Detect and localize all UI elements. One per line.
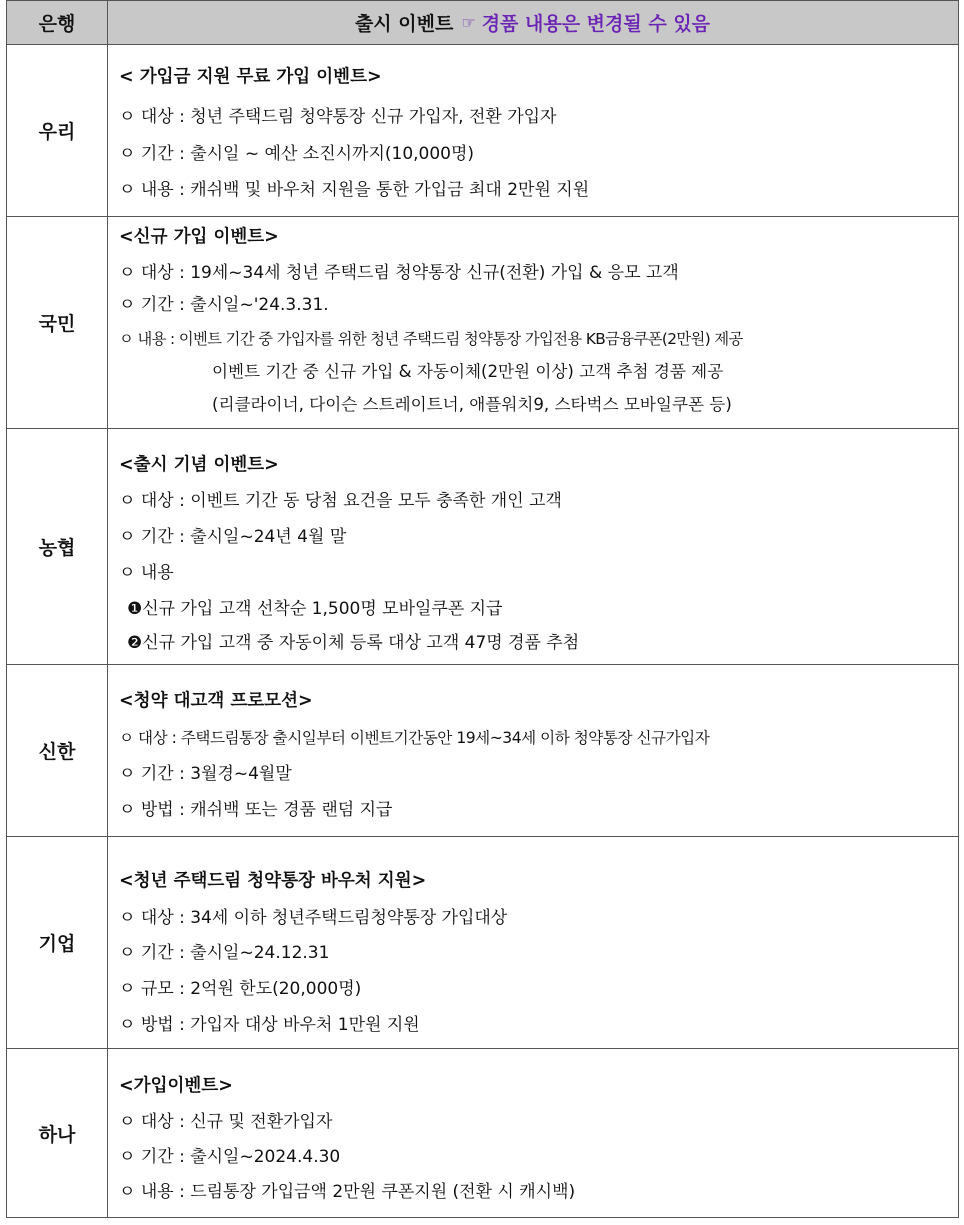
- event-line: ㅇ 기간 : 출시일~2024.4.30: [119, 1147, 341, 1167]
- event-line: ㅇ 기간 : 출시일~24.12.31: [119, 943, 330, 963]
- event-line: ㅇ 규모 : 2억원 한도(20,000명): [119, 979, 362, 999]
- bank-name: 기업: [38, 933, 76, 955]
- event-line: ㅇ 대상 : 주택드림통장 출시일부터 이벤트기간동안 19세~34세 이하 청약통장 신규가입자: [119, 729, 710, 747]
- event-line: ㅇ 방법 : 가입자 대상 바우처 1만원 지원: [119, 1015, 420, 1035]
- bank-name: 농협: [38, 537, 76, 559]
- event-line: ㅇ 방법 : 캐쉬백 또는 경품 랜덤 지급: [119, 800, 393, 820]
- event-table: [6, 0, 959, 1218]
- event-title: <청약 대고객 프로모션>: [119, 691, 313, 711]
- event-line: ㅇ 내용 : 드림통장 가입금액 2만원 쿠폰지원 (전환 시 캐시백): [119, 1182, 576, 1202]
- event-title: <신규 가입 이벤트>: [119, 227, 279, 247]
- event-line: ❷신규 가입 고객 중 자동이체 등록 대상 고객 47명 경품 추첨: [127, 633, 580, 653]
- event-line: ㅇ 대상 : 34세 이하 청년주택드림청약통장 가입대상: [119, 908, 508, 928]
- table-row: [7, 665, 958, 837]
- table-row: [7, 837, 958, 1049]
- event-line: ㅇ 내용: [119, 563, 174, 583]
- event-line: ㅇ 기간 : 출시일 ~ 예산 소진시까지(10,000명): [119, 144, 475, 164]
- event-line: ㅇ 대상 : 신규 및 전환가입자: [119, 1112, 333, 1132]
- header-event-label: 출시 이벤트: [354, 13, 454, 35]
- bank-name: 국민: [38, 313, 76, 335]
- header-bank: 은행: [38, 13, 76, 35]
- event-line: ㅇ 내용 : 이벤트 기간 중 가입자를 위한 청년 주택드림 청약통장 가입전용 KB금융쿠폰(2만원) 제공: [119, 330, 743, 348]
- event-title: <청년 주택드림 청약통장 바우처 지원>: [119, 871, 427, 891]
- table-row: [7, 45, 958, 217]
- event-line: ㅇ 대상 : 청년 주택드림 청약통장 신규 가입자, 전환 가입자: [119, 107, 557, 127]
- event-title: <출시 기념 이벤트>: [119, 455, 279, 475]
- event-line: ㅇ 기간 : 3월경~4월말: [119, 764, 292, 784]
- table-row: [7, 1049, 958, 1217]
- event-line: (리클라이너, 다이슨 스트레이트너, 애플워치9, 스타벅스 모바일쿠폰 등): [212, 395, 732, 414]
- table-row: [7, 429, 958, 665]
- table-header: [7, 1, 958, 45]
- event-line: 이벤트 기간 중 신규 가입 & 자동이체(2만원 이상) 고객 추첨 경품 제공: [212, 362, 724, 381]
- event-title: < 가입금 지원 무료 가입 이벤트>: [119, 67, 382, 87]
- event-line: ❶신규 가입 고객 선착순 1,500명 모바일쿠폰 지급: [127, 599, 503, 619]
- header-event: [107, 1, 958, 44]
- bank-name: 신한: [38, 741, 76, 763]
- table-row: [7, 217, 958, 429]
- event-line: ㅇ 대상 : 이벤트 기간 동 당첨 요건을 모두 충족한 개인 고객: [119, 491, 562, 511]
- bank-name: 하나: [38, 1123, 76, 1146]
- bank-name: 우리: [38, 121, 76, 143]
- header-note: 경품 내용은 변경될 수 있음: [481, 13, 711, 35]
- event-title: <가입이벤트>: [119, 1076, 233, 1096]
- event-line: ㅇ 기간 : 출시일~24년 4월 말: [119, 527, 347, 547]
- pointing-hand-icon: ☞: [461, 13, 476, 32]
- event-line: ㅇ 내용 : 캐쉬백 및 바우처 지원을 통한 가입금 최대 2만원 지원: [119, 180, 590, 200]
- event-line: ㅇ 대상 : 19세~34세 청년 주택드림 청약통장 신규(전환) 가입 & 응모 고객: [119, 263, 679, 283]
- event-line: ㅇ 기간 : 출시일~'24.3.31.: [119, 295, 329, 315]
